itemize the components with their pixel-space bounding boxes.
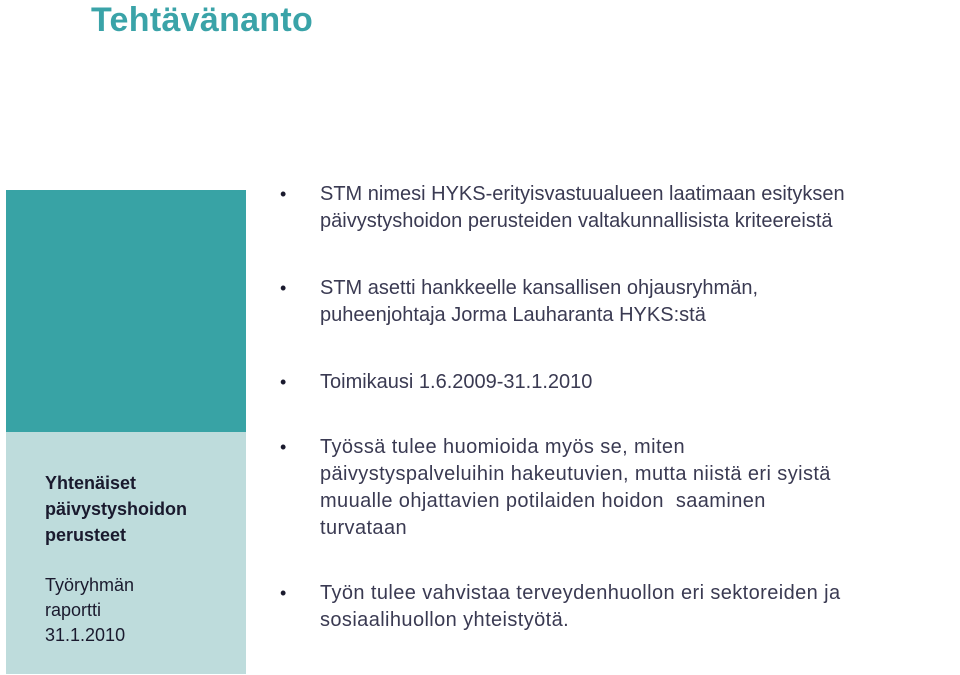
sidebar-subtitle-line: Työryhmän: [45, 575, 135, 595]
sidebar-subtitle-line: raportti: [45, 600, 102, 620]
bullet-line: sosiaalihuollon yhteistyötä.: [320, 609, 570, 631]
bullet-text: [320, 181, 955, 235]
bullet-text: [320, 275, 955, 329]
bullet-line: muualle ohjattavien potilaiden hoidon saaminen: [320, 490, 766, 512]
bullet-line: turvataan: [320, 517, 407, 539]
bullet-item: [280, 434, 955, 542]
bullet-item: [280, 181, 955, 235]
bullet-line: Toimikausi 1.6.2009-31.1.2010: [320, 371, 593, 393]
bullet-line: päivystyshoidon perusteiden valtakunnallisista kriteereistä: [320, 210, 833, 232]
bullet-line: Työssä tulee huomioida myös se, miten: [320, 436, 685, 458]
sidebar-subtitle: [45, 573, 235, 648]
bullet-line: päivystyspalveluihin hakeutuvien, mutta niistä eri syistä: [320, 463, 831, 485]
bullet-text: [320, 369, 955, 396]
sidebar-subtitle-line: 31.1.2010: [45, 625, 126, 645]
bullet-icon: •: [280, 184, 287, 204]
bullet-line: STM asetti hankkeelle kansallisen ohjausryhmän,: [320, 277, 758, 299]
sidebar-heading: [45, 470, 245, 548]
bullet-icon: •: [280, 278, 287, 298]
bullet-line: puheenjohtaja Jorma Lauharanta HYKS:stä: [320, 304, 706, 326]
sidebar-heading-line: Yhtenäiset: [45, 473, 137, 493]
bullet-icon: •: [280, 583, 287, 603]
bullet-text: [320, 434, 955, 542]
sidebar-heading-line: perusteet: [45, 525, 127, 545]
bullet-icon: •: [280, 437, 287, 457]
bullet-item: [280, 580, 955, 634]
bullet-line: STM nimesi HYKS-erityisvastuualueen laatimaan esityksen: [320, 183, 845, 205]
bullet-line: Työn tulee vahvistaa terveydenhuollon eri sektoreiden ja: [320, 582, 841, 604]
bullet-item: [280, 275, 955, 329]
sidebar-heading-line: päivystyshoidon: [45, 499, 188, 519]
sidebar-panel-top: [6, 190, 246, 432]
bullet-text: [320, 580, 955, 634]
bullet-item: [280, 369, 955, 396]
page-title: Tehtävänanto: [91, 1, 314, 39]
bullet-icon: •: [280, 372, 287, 392]
